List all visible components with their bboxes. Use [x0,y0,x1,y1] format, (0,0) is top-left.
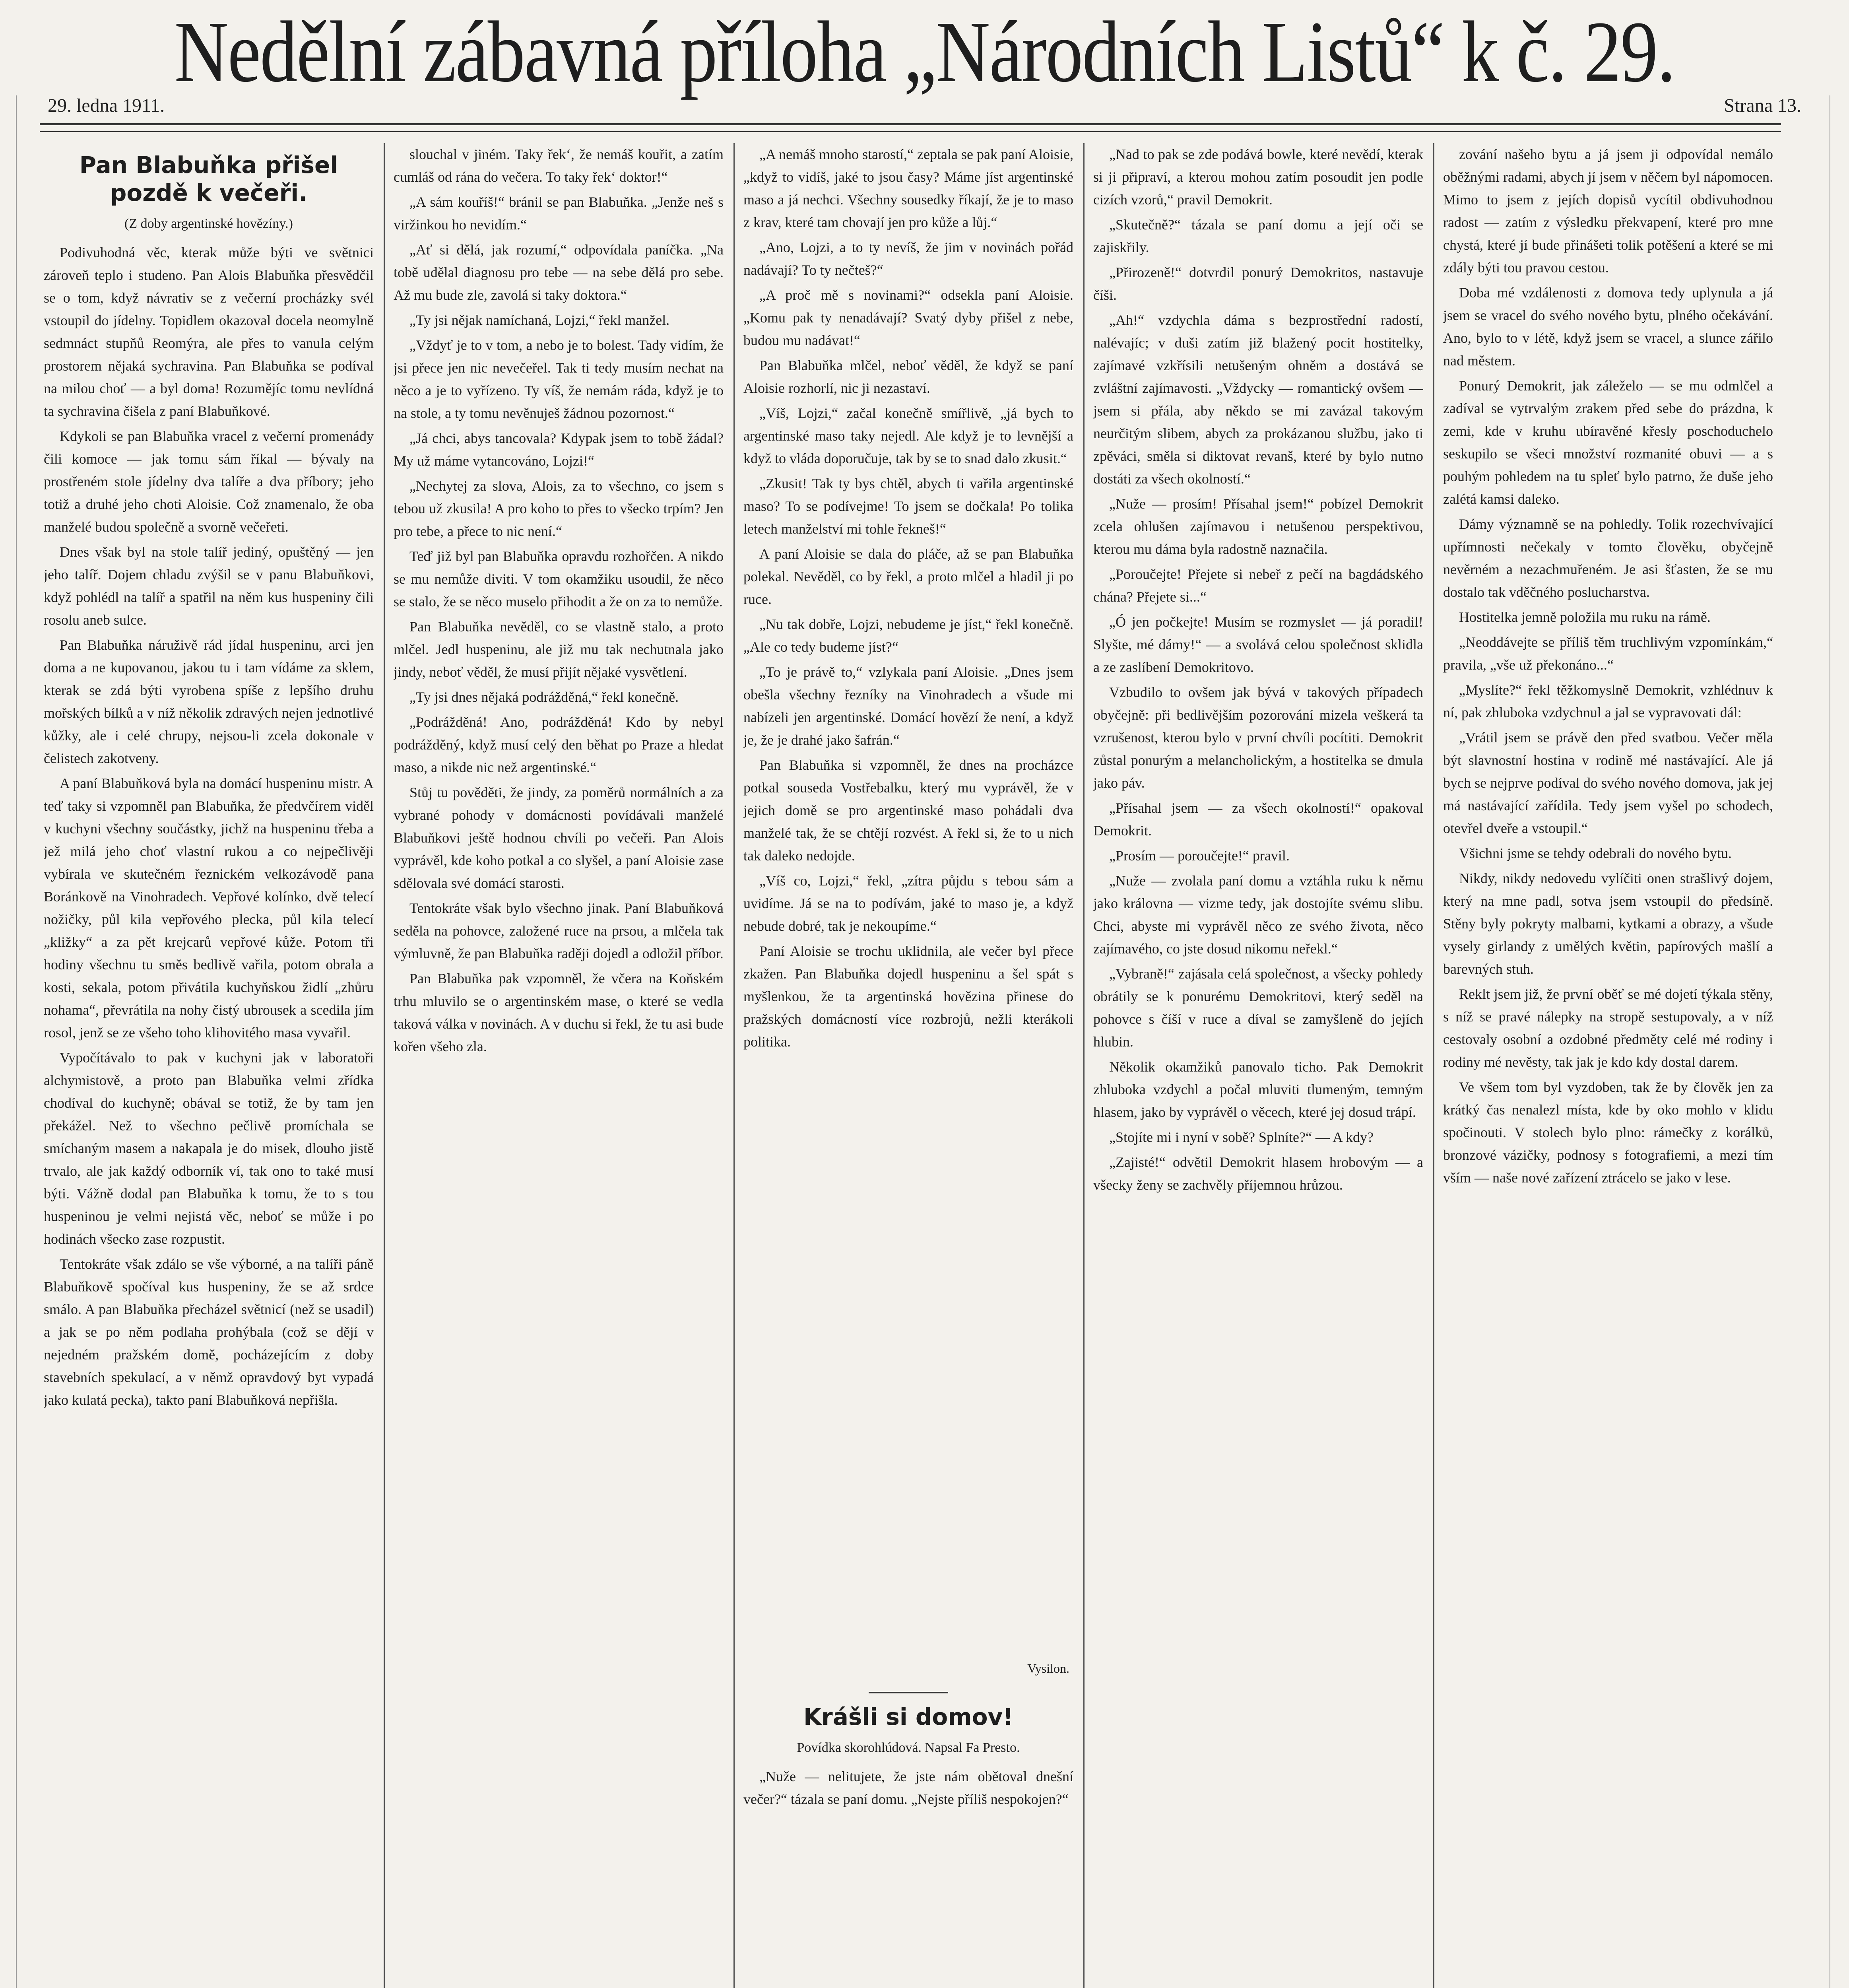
paragraph: Doba mé vzdálenosti z domova tedy uplynula a já jsem se vracel do svého nového bytu, plného očekávání. Ano, bylo to v létě, když jsem se vracel, a slunce zářilo nad městem. [1443,285,1773,369]
paragraph: „Přísahal jsem — za všech okolností!“ opakoval Demokrit. [1093,800,1423,839]
column-1 [44,143,374,1988]
article-1-signature: Vysilon. [1027,1661,1069,1675]
paragraph: „Ah!“ vzdychla dáma s bezprostřední radostí, nalévajíc; v duši zatím již blažený pocit hostitelky, zajímavé vzkřísili netušeným ohněm a dostává se zvláštní zajímavosti. „Vždycky — romantický ovšem — jsem si přála, aby někdo se mi zavázal takovým neurčitým slibem, abych za prokázanou službu, jako ti zpěváci, směla si diktovat revanš, které by bylo nutno dostáti za všech okolností.“ [1093,312,1423,487]
page-number: Strana 13. [1724,95,1801,116]
article-divider [869,1692,948,1693]
paragraph: „Já chci, abys tancovala? Kdypak jsem to tobě žádal? My už máme vytancováno, Lojzi!“ [394,430,724,469]
masthead-title: Nedělní zábavná příloha „Národních Listů“ k č. 29. [174,3,1675,100]
article-2-subtitle: Povídka skorohlúdová. Napsal Fa Presto. [797,1740,1020,1755]
paragraph: Podivuhodná věc, kterak může býti ve světnici zároveň teplo i studeno. Pan Alois Blabuňka přesvědčil se o tom, když návrativ se z večerní procházky svél vstoupil do jídelny. Topidlem okazoval docela neomylně sedmnáct stupňů Reomýra, ale přes to vanula celým prostorem nějaká sychravina. Pan Blabuňka se podíval na milou choť — a byl doma! Rozumějíc tomu nevlídná ta sychravina čišela z paní Blabuňkové. [44,245,374,419]
column-separator [1433,143,1434,1988]
paragraph: Paní Aloisie se trochu uklidnila, ale večer byl přece zkažen. Pan Blabuňka dojedl huspeninu a šel spát s myšlenkou, že ta argentinská hovězina přinese do pražských domácností více rozbrojů, nežli kterákoli politika. [743,943,1073,1050]
paragraph: „Zkusit! Tak ty bys chtěl, abych ti vařila argentinské maso? To se podívejme! To jsem se dočkala! Po tolika letech manželství mi tohle řekneš!“ [743,476,1073,537]
column-separator [733,143,735,1988]
paragraph: „Nuže — nelitujete, že jste nám obětoval dnešní večer?“ tázala se paní domu. „Nejste příliš nespokojen?“ [743,1769,1073,1807]
column-4 [1093,143,1423,1988]
column-3 [743,143,1073,1988]
paragraph: „Přirozeně!“ dotvrdil ponurý Demokritos, nastavuje číši. [1093,264,1423,303]
paragraph: zování našeho bytu a já jsem ji odpovídal nemálo oběžnými radami, abych jí jsem v něčem byl nápomocen. Mimo to jsem z jejích dopisů vycítil obdivuhodnou radost — zatím z výsledku překvapení, které pro mne chystá, které jí bude přinášeti tolik potěšení a které se mi zdály býti tou pravou cestou. [1443,146,1773,276]
masthead-rule-bottom [40,131,1781,132]
paragraph: „Myslíte?“ řekl těžkomyslně Demokrit, vzhlédnuv k ní, pak zhluboka vzdychnul a jal se vypravovati dál: [1443,682,1773,720]
paragraph: „Ano, Lojzi, a to ty nevíš, že jim v novinách pořád nadávají? To ty nečteš?“ [743,239,1073,278]
paragraph: Reklt jsem již, že první oběť se mé dojetí týkala stěny, s níž se pravé nálepky na stropě sestupovaly, a v níž cestovaly osobní a ozdobné předměty celé mé rodiny i rodiny mé nevěsty, tak jak je kdo kdy dostal darem. [1443,986,1773,1070]
paragraph: „Podrážděná! Ano, podrážděná! Kdo by nebyl podrážděný, když musí celý den běhat po Praze a hledat maso, a nikde nic než argentinské.“ [394,714,724,775]
paragraph: „Víš co, Lojzi,“ řekl, „zítra půjdu s tebou sám a uvidíme. Já se na to podívám, jaké to maso je, a když nebude dobré, tak je nekoupíme.“ [743,873,1073,934]
paragraph: „Poroučejte! Přejete si nebeř z pečí na bagdádského chána? Přejete si...“ [1093,566,1423,605]
paragraph: „Prosím — poroučejte!“ pravil. [1109,848,1290,864]
paragraph: Stůj tu pověděti, že jindy, za poměrů normálních a za vybrané pohody v domácnosti povídávali manželé Blabuňkovi ještě hodnou chvíli po večeři. Pan Alois vyprávěl, kde koho potkal a co slyšel, a paní Aloisie zase sdělovala své domácí starosti. [394,784,724,891]
paragraph: A paní Blabuňková byla na domácí huspeninu mistr. A teď taky si vzpomněl pan Blabuňka, že předvčírem viděl v kuchyni všechny součástky, jichž na huspeninu třeba a jež milá jeho choť vlastní rukou a co nejpečlivěji vybírala ve skutečném řeznickém velkozávodě pana Boránkově na Vinohradech. Vepřové kolínko, dvě telecí nožičky, půl kila vepřového plecka, půl kila telecí „kližky“ a za pět krejcarů vepřové kůže. Potom tři hodiny všechnu tu směs bedlivě vařila, potom obrala a kosti, sekala, potom přivátila kuchyňskou židlí „zhůru nohama“, převrátila na nohy čistý ubrousek a scedila jím rosol, jenž se ze všeho toho klihovitého masa vyvařil. [44,775,374,1041]
column-separator [1083,143,1085,1988]
paragraph: Vzbudilo to ovšem jak bývá v takových případech obyčejně: při bedlivějším pozorování mizela veškerá ta vzrušenost, kterou bylo v první chvíli pocítiti. Demokrit zůstal ponurým a melancholickým, a hostitelka se dmula jako páv. [1093,684,1423,791]
paragraph: „To je právě to,“ vzlykala paní Aloisie. „Dnes jsem obešla všechny řezníky na Vinohradech a všude mi nabízeli jen argentinské. Domácí hovězí že není, a když je, že je drahé jako šafrán.“ [743,664,1073,748]
paragraph: Vypočítávalo to pak v kuchyni jak v laboratoři alchymistově, a proto pan Blabuňka velmi zřídka chodíval do kuchyně; obával se totiž, že by tam jen překážel. Než to všechno pečlivě promíchala se smíchaným masem a nakapala je do misek, dlouho jistě trvalo, ale jak každý odborník ví, tak ono to také musí býti. Vážně dodal pan Blabuňka k tomu, že to s tou huspeninou je velmi nejistá věc, neboť se může i po hodinách všecko zase rozpustit. [44,1050,374,1247]
paragraph: Všichni jsme se tehdy odebrali do nového bytu. [1459,845,1732,861]
paragraph: Ve všem tom byl vyzdoben, tak že by člověk jen za krátký čas nenalezl místa, kde by oko mohlo v klidu spočinouti. V stolech bylo plno: rámečky z korálků, bronzové vázičky, podnosy s fotografiemi, a mezi tím vším — naše nové zařízení ztrácelo se jako v lese. [1443,1079,1773,1186]
paragraph: „Ó jen počkejte! Musím se rozmyslet — já poradil! Slyšte, mé dámy!“ — a svolává celou společnost sklidla a ze zaslíbení Demokritovo. [1093,614,1423,675]
paragraph: Ponurý Demokrit, jak záleželo — se mu odmlčel a zadíval se vytrvalým zrakem před sebe do prázdna, k zemi, kde v kruhu ubíravěné křesly poschoduchelo seskupilo se všeci množství rozmanité obuvi — a s pouhým pohledem na tu spleť bylo patrno, že duše jeho zalétá kamsi daleko. [1443,378,1773,507]
paragraph: Pan Blabuňka nevěděl, co se vlastně stalo, a proto mlčel. Jedl huspeninu, ale již mu tak nechutnala jako jindy, neboť věděl, že musí přijít nějaké vysvětlení. [394,619,724,680]
paragraph: „A nemáš mnoho starostí,“ zeptala se pak paní Aloisie, „když to vidíš, jaké to jsou časy? Máme jíst argentinské maso a já nechci. Všechny sousedky říkají, že je to maso z krav, které tam chovají jen pro kůže a lůj.“ [743,146,1073,230]
paragraph: „Vybraně!“ zajásala celá společnost, a všecky pohledy obrátily se k ponurému Demokritovi, který seděl na pohovce s číší v ruce a díval se zamyšleně do jejích hlubin. [1093,966,1423,1050]
paragraph: Hostitelka jemně položila mu ruku na rámě. [1459,609,1711,625]
paragraph: „A sám kouříš!“ bránil se pan Blabuňka. „Jenže neš s viržinkou ho nevidím.“ [394,194,724,233]
paragraph: Nikdy, nikdy nedovedu vylíčiti onen strašlivý dojem, který na mne padl, sotva jsem vstoupil do předsíně. Stěny byly pokryty malbami, kytkami a obrazy, a všude vysely girlandy z umělých květin, papírových mašlí a barevných stuh. [1443,870,1773,977]
paragraph: „Ty jsi dnes nějaká podrážděná,“ řekl konečně. [409,689,679,705]
article-2-title: Krášli si domov! [803,1703,1013,1730]
article-1-title: Pan Blabuňka přišel pozdě k večeři. [79,151,338,206]
paragraph: Pan Blabuňka mlčel, neboť věděl, že když se paní Aloisie rozhorlí, nic ji nezastaví. [743,357,1073,396]
paragraph: „Ať si dělá, jak rozumí,“ odpovídala paníčka. „Na tobě udělal diagnosu pro tebe — na sebe dělá pro sebe. Až mu bude zle, zavolá si taky doktora.“ [394,242,724,303]
paragraph: „Vždyť je to v tom, a nebo je to bolest. Tady vidím, že jsi přece jen nic nevečeřel. Tak ti tedy musím nechat na něco a je to vyřízeno. Ty víš, že nemám ráda, když je to na stole, a ty tomu nevěnuješ žádnou pozornost.“ [394,337,724,421]
paragraph: „Nuže — zvolala paní domu a vztáhla ruku k němu jako královna — vizme tedy, jak dostojíte svému slibu. Chci, abyste mi vyprávěl něco ze svého života, něco zajímavého, co jste dosud nikomu neřekl.“ [1093,873,1423,957]
paragraph: Pan Blabuňka si vzpomněl, že dnes na procházce potkal souseda Vostřebalku, který mu vyprávěl, že v jejich domě se pro argentinské maso pohádali dva manželé tak, že se chtějí rozvést. A řekl si, že to u nich tak daleko nedojde. [743,757,1073,864]
paragraph: „Nu tak dobře, Lojzi, nebudeme je jíst,“ řekl konečně. „Ale co tedy budeme jíst?“ [743,616,1073,655]
paragraph: Dnes však byl na stole talíř jediný, opuštěný — jen jeho talíř. Dojem chladu zvýšil se v panu Blabuňkovi, když pohlédl na talíř a spatřil na něm kus huspeniny čili rosolu aneb sulce. [44,544,374,628]
column-5 [1443,143,1773,1988]
issue-date: 29. ledna 1911. [48,95,165,116]
paragraph: Dámy významně se na pohledly. Tolik rozechvívající upřímnosti nečekaly v tomto člověku, obyčejně nevěrném a nezachmuřeném. Je asi šťasten, že se mu dostalo tak vděčného poslucharstva. [1443,516,1773,600]
article-1-subtitle: (Z doby argentinské hovězíny.) [124,216,293,231]
paragraph: „Ty jsi nějak namíchaná, Lojzi,“ řekl manžel. [409,312,670,328]
paragraph: Pan Blabuňka pak vzpomněl, že včera na Koňském trhu mluvilo se o argentinském mase, o které se vedla taková válka v novinách. A v duchu si řekl, že tu asi bude kořen všeho zla. [394,971,724,1054]
paragraph: „Stojíte mi i nyní v sobě? Splníte?“ — A kdy? [1109,1129,1374,1145]
paragraph: „Skutečně?“ tázala se paní domu a její oči se zajiskřily. [1093,217,1423,255]
paragraph: Kdykoli se pan Blabuňka vracel z večerní promenády čili komoce — jak tomu sám říkal — bývaly na prostřeném stole jídelny dva talíře a dva příbory; jeho totiž a druhé jeho choti Aloisie. Což znamenalo, že oba manželé budou společně a svorně večeřeti. [44,428,374,535]
column-2 [394,143,724,1988]
masthead-rule-top [40,123,1781,125]
paragraph: slouchal v jiném. Taky řek‘, že nemáš kouřit, a zatím cumláš od rána do večera. To taky řek‘ doktor!“ [394,146,724,185]
paragraph: „Vrátil jsem se právě den před svatbou. Večer měla být slavnostní hostina v rodině mé nastávající. Ale já bych se nejprve podíval do svého nového domova, jak jej má nastávající zařídila. Tedy jsem vyšel po schodech, otevřel dveře a vstoupil.“ [1443,730,1773,836]
paragraph: A paní Aloisie se dala do pláče, až se pan Blabuňka polekal. Nevěděl, co by řekl, a proto mlčel a hladil ji po ruce. [743,546,1073,607]
masthead [0,0,1849,159]
paragraph: „A proč mě s novinami?“ odsekla paní Aloisie. „Komu pak ty nenadávají? Svatý dyby přišel z nebe, budou mu nadávat!“ [743,287,1073,348]
column-separator [384,143,385,1988]
paragraph: Tentokráte však bylo všechno jinak. Paní Blabuňková seděla na pohovce, založené ruce na prsou, a mlčela tak výmluvně, že pan Blabuňka raději dojedl a odložil příbor. [394,900,724,961]
paragraph: „Víš, Lojzi,“ začal konečně smířlivě, „já bych to argentinské maso taky nejedl. Ale když je to levnější a když to vláda doporučuje, tak by se to snad dalo zkusit.“ [743,405,1073,466]
paragraph: „Neoddávejte se příliš těm truchlivým vzpomínkám,“ pravila, „vše už překonáno...“ [1443,634,1773,673]
article-1-continuation [743,143,1073,1654]
paragraph: Pan Blabuňka náruživě rád jídal huspeninu, arci jen doma a ne kupovanou, jakou tu i tam vídáme za sklem, kterak se zdá býti vyrobena spíše z lepšího druhu mořských bílků a v níž několik zdravých nejen jednotlivé kůžky, ale i celé chrupy, nejsou-li zcela dokonale v čelistech zakotveny. [44,637,374,766]
paragraph: „Nuže — prosím! Přísahal jsem!“ pobízel Demokrit zcela ohlušen zajímavou i netušenou perspektivou, kterou mu dáma byla radostně naznačila. [1093,496,1423,557]
paragraph: Tentokráte však zdálo se vše výborné, a na talíři páně Blabuňkově spočíval kus huspeniny, že se až srdce smálo. A pan Blabuňka přecházel světnicí (než se usadil) a jak se po něm podlaha prohýbala (což se dějí v nejedném pražském domě, pocházejícím z doby stavebních spekulací, a v němž opravdový byt vypadá jako kulatá pecka), takto paní Blabuňková nepřišla. [44,1256,374,1408]
paragraph: Teď již byl pan Blabuňka opravdu rozhořčen. A nikdo se mu nemůže diviti. V tom okamžiku usoudil, že něco se stalo, že se něco muselo přihodit a že on za to nemůže. [394,548,724,610]
paragraph: „Nad to pak se zde podává bowle, které nevědí, kterak si ji připraví, a kterou mohou zatím posoudit jen podle cizích vzorů,“ pravil Demokrit. [1093,146,1423,208]
paragraph: „Zajisté!“ odvětil Demokrit hlasem hrobovým — a všecky ženy se zachvěly příjemnou hrůzou. [1093,1154,1423,1193]
paragraph: „Nechytej za slova, Alois, za to všechno, co jsem s tebou už zkusila! A pro koho to přes to všecko trpím? Jen pro tebe, a přece to nic není.“ [394,478,724,539]
paragraph: Několik okamžiků panovalo ticho. Pak Demokrit zhluboka vzdychl a počal mluviti tlumeným, temným hlasem, jako by vyprávěl o věcech, které jej dosud trápí. [1093,1059,1423,1120]
